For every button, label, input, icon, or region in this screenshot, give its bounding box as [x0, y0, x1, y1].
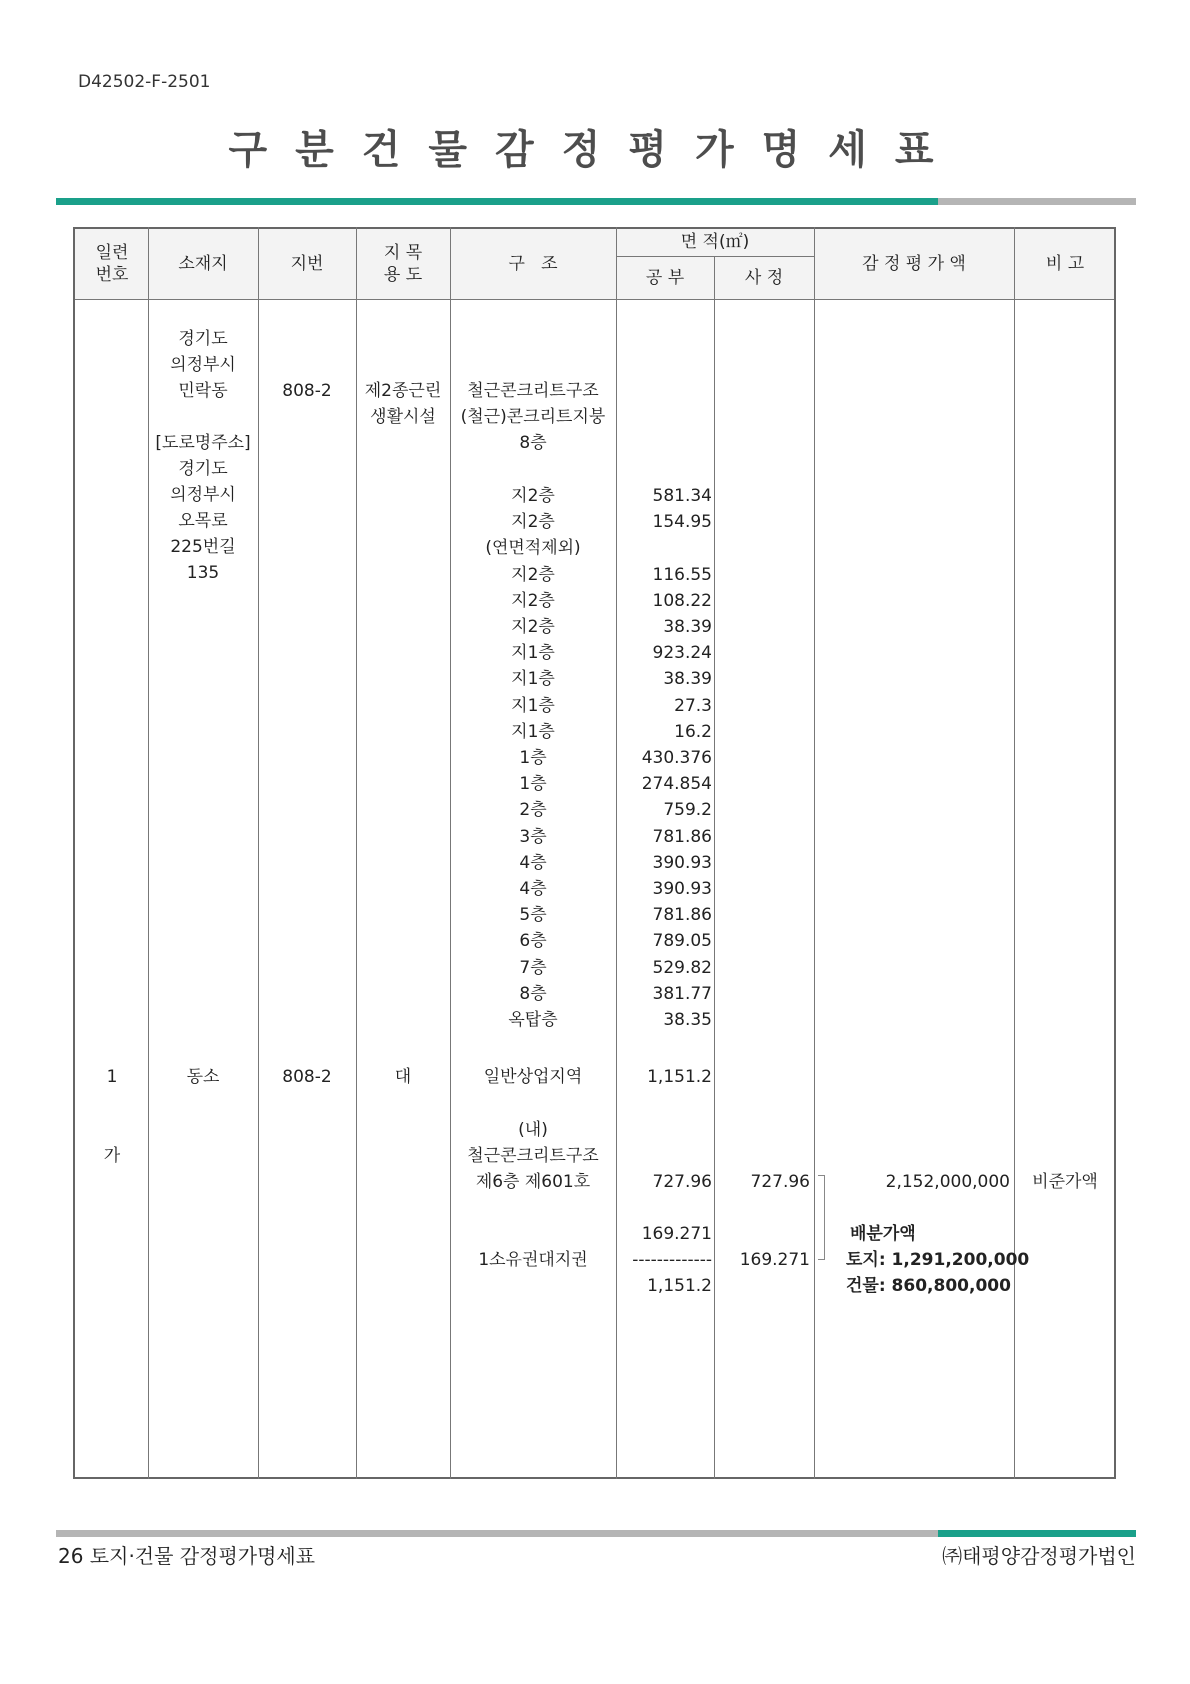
header-area: 면 적(㎡) [680, 232, 750, 252]
floor-label: 1층 [519, 748, 547, 768]
floor-area: 274.854 [641, 774, 712, 795]
floor-area: 16.2 [674, 721, 712, 742]
floor-label: 1층 [519, 774, 547, 795]
floor-area: 38.39 [663, 617, 712, 637]
unit-remark: 비준가액 [1032, 1172, 1098, 1192]
area-header-divider [616, 256, 814, 257]
header-location: 소재지 [178, 254, 228, 274]
land-right-actual: 169.271 [739, 1250, 810, 1270]
header-serial: 일련 번호 [95, 243, 129, 285]
bottom-bar-teal [938, 1530, 1136, 1537]
floor-area: 781.86 [652, 905, 712, 926]
column-divider [814, 227, 815, 1479]
floor-label: 옥탑층 [508, 1010, 558, 1030]
floor-area: 116.55 [652, 564, 712, 585]
building-structure: 철근콘크리트구조 (철근)콘크리트지붕 8층 [460, 381, 606, 453]
land-right-ratio: 169.271 ------------- 1,151.2 [632, 1224, 712, 1296]
column-divider [714, 256, 715, 1479]
building-jibun: 808-2 [282, 381, 332, 401]
floor-label: 5층 [519, 905, 547, 926]
column-divider [258, 227, 259, 1479]
land-category: 대 [394, 1067, 412, 1087]
floor-label: 지2층 [511, 486, 555, 506]
floor-area: 529.82 [652, 957, 712, 978]
footer-company: ㈜태평양감정평가법인 [942, 1544, 1136, 1568]
allocation-breakdown: 배분가액 토지: 1,291,200,000 건물: 860,800,000 [846, 1224, 1030, 1296]
allocation-bracket [818, 1175, 825, 1260]
floor-area: 781.86 [652, 826, 712, 847]
floor-label: 4층 [519, 879, 547, 899]
floor-area: 390.93 [652, 852, 712, 873]
floor-label: 8층 [519, 983, 547, 1004]
header-structure: 구 조 [508, 254, 558, 274]
footer-page-label: 26 토지·건물 감정평가명세표 [58, 1544, 316, 1568]
unit-serial: 가 [103, 1146, 121, 1166]
floor-area: 27.3 [674, 695, 712, 716]
floor-area: 581.34 [652, 486, 712, 506]
bottom-bar-gray [56, 1530, 938, 1537]
land-zone: 일반상업지역 [483, 1067, 583, 1087]
header-land-use: 지 목 용 도 [383, 243, 423, 285]
floor-label: 지2층 [511, 564, 555, 585]
land-serial: 1 [106, 1067, 118, 1087]
floor-label: 지2층 [511, 512, 555, 533]
top-bar-teal [56, 198, 938, 205]
floor-label: 지2층 [511, 617, 555, 637]
floor-label: 4층 [519, 852, 547, 873]
land-area: 1,151.2 [647, 1067, 712, 1087]
floor-area: 381.77 [652, 983, 712, 1004]
floor-label: 6층 [519, 931, 547, 952]
floor-label: 지1층 [511, 695, 555, 716]
unit-appraisal-value: 2,152,000,000 [885, 1172, 1010, 1192]
floor-label: 7층 [519, 957, 547, 978]
building-address: 경기도 의정부시 민락동 [도로명주소] 경기도 의정부시 오목로 225번길 135 [155, 329, 251, 583]
floor-label: 지2층 [511, 590, 555, 611]
building-use: 제2종근린 생활시설 [364, 381, 442, 427]
header-bottom-line [75, 299, 1114, 300]
header-appraisal-value: 감 정 평 가 액 [862, 254, 966, 274]
floor-area: 38.35 [663, 1010, 712, 1030]
header-area-public: 공 부 [645, 268, 685, 288]
page-title: 구분건물감정평가명세표 [228, 127, 962, 173]
unit-area-actual: 727.96 [750, 1172, 810, 1192]
document-id: D42502-F-2501 [78, 72, 211, 92]
land-location: 동소 [186, 1067, 220, 1087]
land-right-label: 1소유권대지권 [478, 1250, 588, 1270]
header-jibun: 지번 [290, 254, 324, 274]
unit-area-public: 727.96 [652, 1172, 712, 1192]
land-jibun: 808-2 [282, 1067, 332, 1087]
header-area-actual: 사 정 [744, 268, 784, 288]
floor-area: 154.95 [652, 512, 712, 533]
floor-label: (연면적제외) [485, 538, 581, 559]
unit-structure: (내) 철근콘크리트구조 제6층 제601호 [467, 1120, 599, 1192]
floor-label: 지1층 [511, 669, 555, 690]
floor-label: 지1층 [511, 721, 555, 742]
header-remark: 비 고 [1045, 254, 1085, 274]
floor-area: 390.93 [652, 879, 712, 899]
floor-label: 3층 [519, 826, 547, 847]
floor-area: 38.39 [663, 669, 712, 690]
floor-area: 789.05 [652, 931, 712, 952]
floor-area: 108.22 [652, 590, 712, 611]
floor-label: 2층 [519, 800, 547, 821]
top-bar-gray [938, 198, 1136, 205]
floor-area: 759.2 [663, 800, 712, 821]
floor-area: 430.376 [641, 748, 712, 768]
floor-label: 지1층 [511, 643, 555, 664]
floor-area: 923.24 [652, 643, 712, 664]
